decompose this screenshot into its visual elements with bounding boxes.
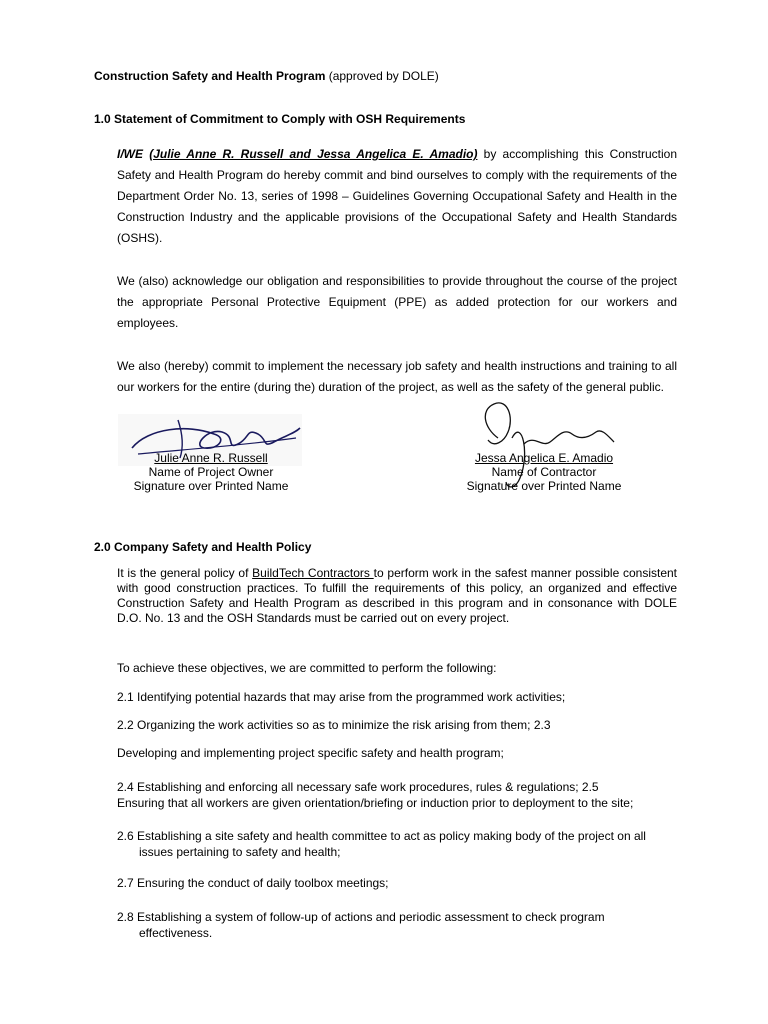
owner-role: Name of Project Owner bbox=[148, 465, 274, 479]
objectives-intro: To achieve these objectives, we are committed to perform the following: bbox=[117, 661, 497, 675]
section-1-paragraph-2: We (also) acknowledge our obligation and responsibilities to provide throughout the course of the project the appropriate Personal Protective Equipment (PPE) as added protection for our workers and employees. bbox=[117, 274, 677, 330]
contractor-name: Jessa Angelica E. Amadio bbox=[474, 451, 614, 465]
owner-name: Julie Anne R. Russell bbox=[154, 451, 268, 465]
owner-caption: Signature over Printed Name bbox=[133, 479, 289, 493]
commitment-text: by accomplishing this Construction Safety and Health Program do hereby commit and bind ourselves to comply with the requirements of the Department Order No. 13, series of 1998 – Guidelines Governing Occupational Safety and Health in the Construction Industry and the applicable provisions of the Occupational Safety and Health Standards (OSHS). bbox=[117, 147, 677, 245]
item-2-4: 2.4 Establishing and enforcing all necessary safe work procedures, rules & regulations; 2.5 bbox=[117, 780, 599, 794]
commitment-lead: I/WE bbox=[117, 147, 143, 161]
document-title-rest: (approved by DOLE) bbox=[325, 69, 439, 83]
contractor-role: Name of Contractor bbox=[491, 465, 597, 479]
section-2-heading: 2.0 Company Safety and Health Policy bbox=[94, 540, 312, 554]
item-2-2: 2.2 Organizing the work activities so as to minimize the risk arising from them; 2.3 bbox=[117, 718, 551, 732]
item-2-5: Ensuring that all workers are given orientation/briefing or induction prior to deployment to the site; bbox=[117, 796, 634, 810]
document-title bbox=[94, 69, 439, 83]
section-1-paragraph-3: We also (hereby) commit to implement the necessary job safety and health instructions and training to all our workers for the entire (during the) duration of the project, as well as the safety of the general public. bbox=[117, 359, 677, 394]
item-2-3: Developing and implementing project specific safety and health program; bbox=[117, 746, 504, 760]
policy-text-b: to perform work in the safest manner possible consistent with good construction practices. To fulfill the requirements of this policy, an organized and effective Construction Safety and Health Program as described in this program and in consonance with DOLE D.O. No. 13 and the OSH Standards must be carried out on every project. bbox=[117, 566, 677, 625]
section-2-paragraph-1 bbox=[117, 566, 677, 626]
section-1-paragraph-1 bbox=[117, 144, 677, 249]
owner-signature-block bbox=[116, 451, 306, 493]
item-2-1: 2.1 Identifying potential hazards that may arise from the programmed work activities; bbox=[117, 690, 566, 704]
item-2-7: 2.7 Ensuring the conduct of daily toolbox meetings; bbox=[117, 876, 389, 890]
document-title-bold: Construction Safety and Health Program bbox=[94, 69, 326, 83]
item-2-6: 2.6 Establishing a site safety and health committee to act as policy making body of the project on all issues pertaining to safety and health; bbox=[117, 829, 646, 859]
commitment-names: (Julie Anne R. Russell and Jessa Angelica E. Amadio) bbox=[149, 147, 478, 161]
items-2-4-2-5 bbox=[117, 779, 677, 811]
policy-text-a: It is the general policy of bbox=[117, 566, 253, 580]
item-2-8: 2.8 Establishing a system of follow-up of actions and periodic assessment to check program effectiveness. bbox=[117, 910, 605, 940]
contractor-caption: Signature over Printed Name bbox=[466, 479, 622, 493]
contractor-signature-block bbox=[444, 451, 644, 493]
section-1-heading: 1.0 Statement of Commitment to Comply with OSH Requirements bbox=[94, 112, 466, 126]
company-name: BuildTech Contractors bbox=[252, 566, 374, 580]
